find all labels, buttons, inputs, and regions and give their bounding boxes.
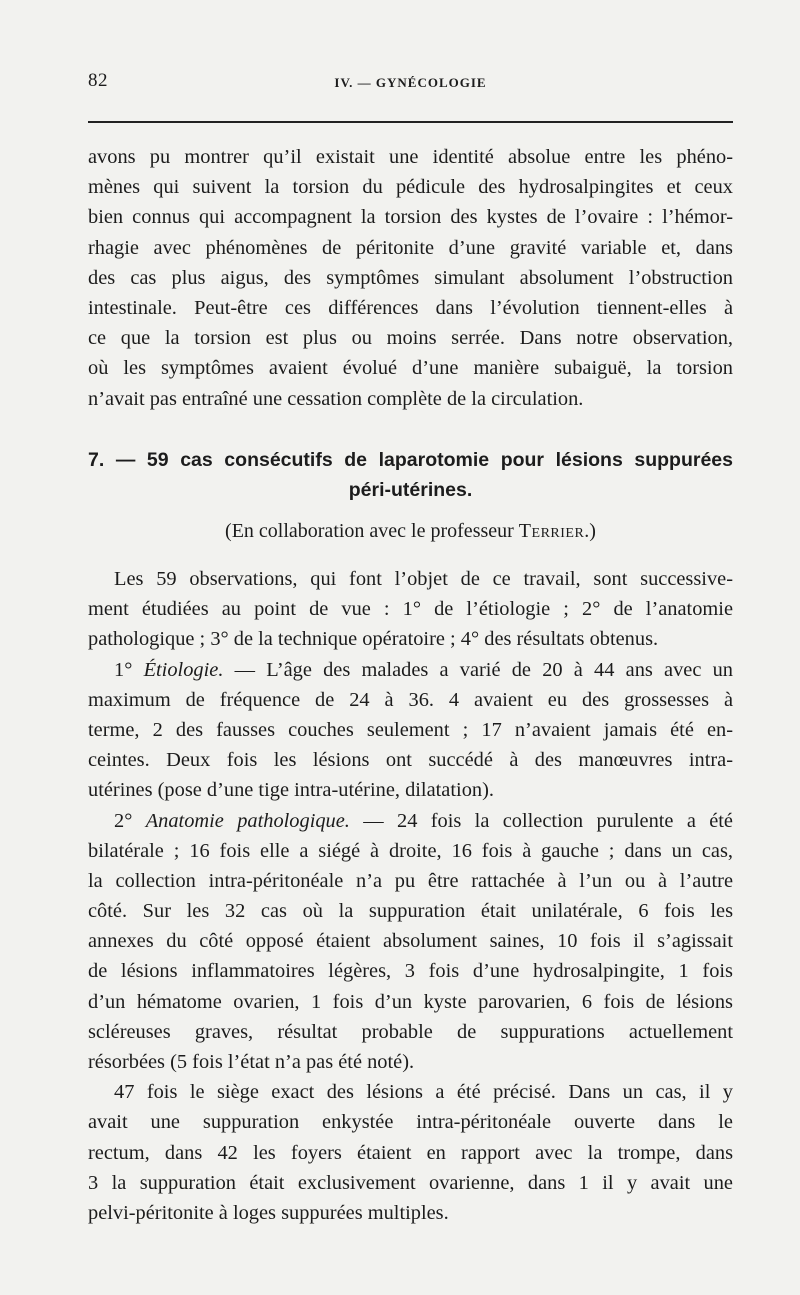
subheading-italic: Anatomie pathologique. [145, 809, 350, 832]
text-line [88, 806, 733, 836]
text-line [88, 655, 733, 685]
text-line: n’avait pas entraîné une cessation complète de la circulation. [88, 387, 584, 410]
collab-suffix: .) [584, 520, 596, 542]
page-number: 82 [88, 70, 108, 91]
text-line: terme, 2 des fausses couches seulement ; 17 n’avaient jamais été en- [88, 718, 733, 741]
subheading-italic: Étiologie. [143, 658, 224, 681]
text-line: ment étudiées au point de vue : 1° de l’étiologie ; 2° de l’anatomie [88, 598, 733, 621]
text-line: Les 59 observations, qui font l’objet de ce travail, sont successive- [114, 568, 733, 590]
collab-name: Terrier [518, 520, 585, 542]
text-line: intestinale. Peut-être ces différences dans l’évolution tiennent-elles à [88, 296, 733, 319]
text-line: d’un hématome ovarien, 1 fois d’un kyste parovarien, 6 fois de lésions [88, 990, 733, 1013]
running-head: IV. — GYNÉCOLOGIE [334, 75, 487, 90]
section-body [88, 564, 733, 1228]
paragraph-continued [88, 142, 733, 414]
text-line: de lésions inflammatoires légères, 3 fois d’une hydrosalpingite, 1 fois [88, 960, 733, 983]
text-line: ceintes. Deux fois les lésions ont succédé à des manœuvres intra- [88, 749, 733, 772]
section-title-line-2: péri-utérines. [348, 479, 473, 501]
collaboration-note [88, 520, 733, 543]
text-line: la collection intra-péritonéale n’a pu être rattachée à l’un ou à l’autre [88, 869, 733, 892]
text-line: des cas plus aigus, des symptômes simulant absolument l’obstruction [88, 266, 733, 289]
text-line: 3 la suppuration était exclusivement ovarienne, dans 1 il y avait une [88, 1171, 733, 1194]
item-number: 1° [114, 658, 144, 681]
text-line: annexes du côté opposé étaient absolument saines, 10 fois il s’agissait [88, 930, 733, 953]
collab-prefix: (En collaboration avec le professeur [225, 520, 519, 542]
text-line: scléreuses graves, résultat probable de suppurations actuellement [88, 1020, 733, 1043]
text-line: bien connus qui accompagnent la torsion des kystes de l’ovaire : l’hémor- [88, 206, 733, 229]
text-line: ce que la torsion est plus ou moins serrée. Dans notre observation, [88, 327, 733, 350]
text-line: utérines (pose d’une tige intra-utérine, dilatation). [88, 779, 494, 802]
text-run: — L’âge des malades a varié de 20 à 44 ans avec un [223, 658, 733, 681]
text-line: où les symptômes avaient évolué d’une manière subaiguë, la torsion [88, 357, 733, 380]
text-line: rhagie avec phénomènes de péritonite d’une gravité variable et, dans [88, 236, 733, 259]
header-rule [88, 121, 733, 123]
section-title-line-1: 7. — 59 cas consécutifs de laparotomie pour lésions suppurées [88, 449, 733, 471]
text-line: 47 fois le siège exact des lésions a été précisé. Dans un cas, il y [114, 1081, 733, 1104]
text-line: rectum, dans 42 les foyers étaient en rapport avec la trompe, dans [88, 1141, 733, 1164]
item-number: 2° [114, 809, 146, 832]
text-run: — 24 fois la collection purulente a été [349, 809, 733, 832]
text-line: mènes qui suivent la torsion du pédicule des hydrosalpingites et ceux [88, 176, 733, 199]
text-line: bilatérale ; 16 fois elle a siégé à droite, 16 fois à gauche ; dans un cas, [88, 839, 733, 862]
text-line: résorbées (5 fois l’état n’a pas été noté). [88, 1051, 415, 1073]
text-line: pelvi-péritonite à loges suppurées multiples. [88, 1201, 449, 1224]
text-line: côté. Sur les 32 cas où la suppuration était unilatérale, 6 fois les [88, 900, 733, 923]
section-heading [88, 445, 733, 505]
page-header [88, 70, 733, 100]
text-line: avait une suppuration enkystée intra-péritonéale ouverte dans le [88, 1111, 733, 1134]
text-line: avons pu montrer qu’il existait une identité absolue entre les phéno- [88, 146, 733, 168]
text-line: maximum de fréquence de 24 à 36. 4 avaient eu des grossesses à [88, 688, 733, 711]
text-line: pathologique ; 3° de la technique opératoire ; 4° des résultats obtenus. [88, 628, 659, 651]
